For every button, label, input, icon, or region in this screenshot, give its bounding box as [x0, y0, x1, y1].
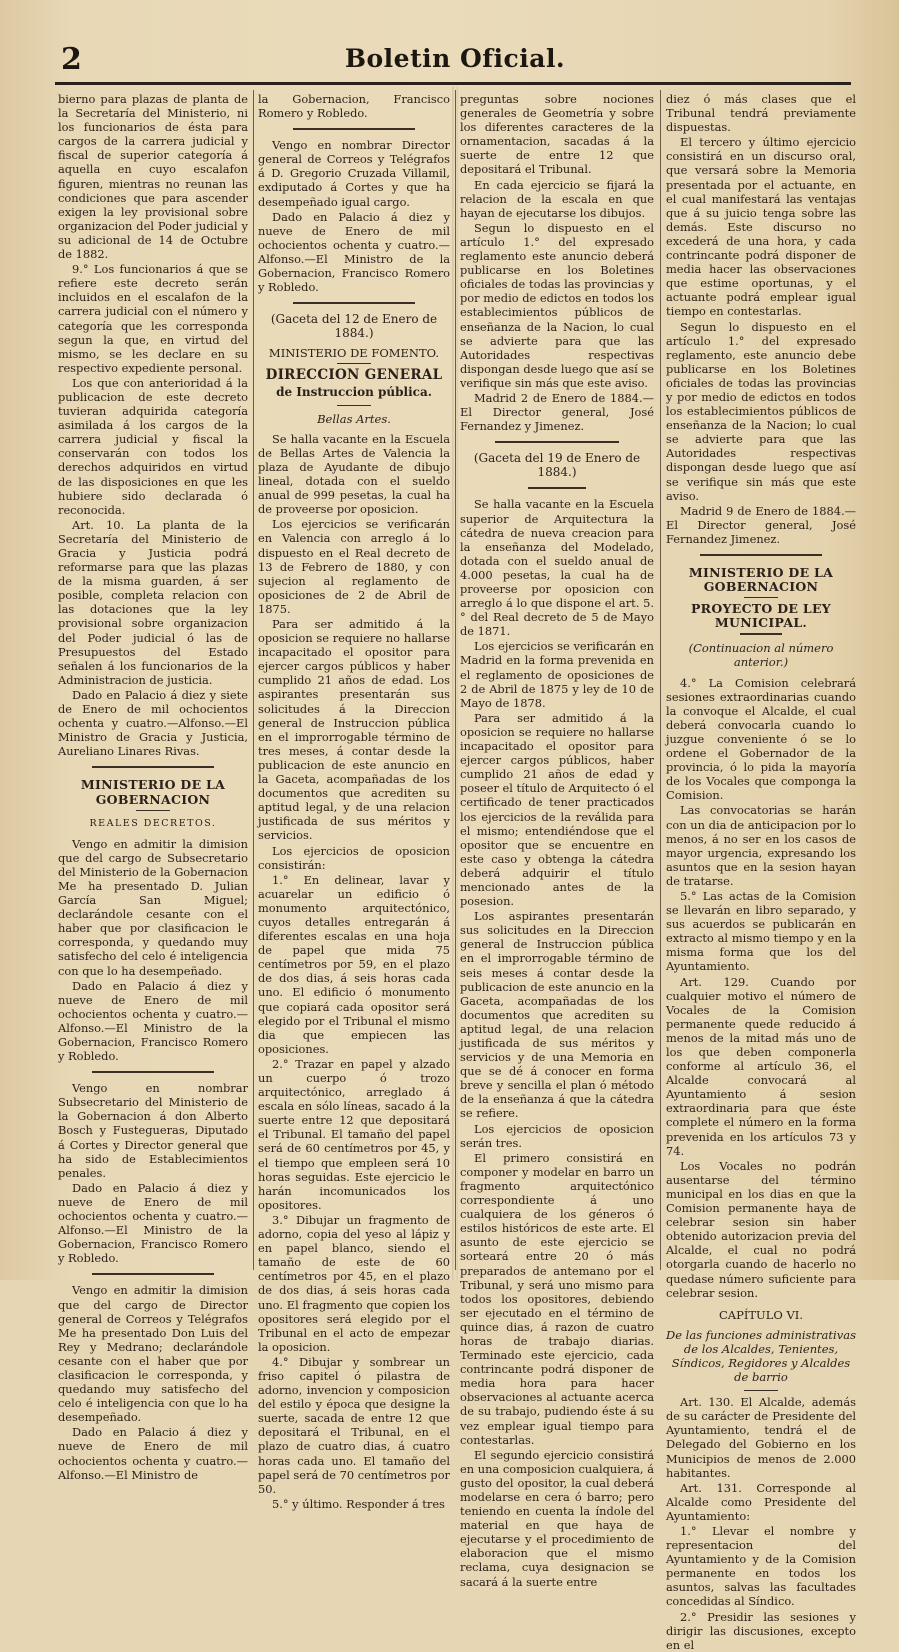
paragraph: Dado en Palacio á diez y nueve de Enero de mil ochocientos ochenta y cuatro.—Alfonso.—El Ministro de [58, 1425, 248, 1482]
subsection-heading: REALES DECRETOS. [89, 817, 217, 829]
paragraph: 3.° Dibujar un fragmento de adorno, copia del yeso al lápiz y en papel blanco, siendo el tamaño de este de 60 centímetros por 45, en el plazo de dos dias, á seis horas cada uno. El fragmento que copien los opositores será elegido por el Tribunal en el acto de empezar la oposicion. [258, 1212, 450, 1354]
separator [293, 128, 416, 130]
column-divider [253, 90, 254, 1270]
paragraph: Los ejercicios se verificarán en Madrid en la forma prevenida en el reglamento de oposiciones de 2 de Abril de 1875 y ley de 10 de Mayo de 1878. [460, 639, 654, 710]
section-heading: MINISTERIO DE LA GOBERNACION [80, 777, 226, 807]
column-1 [58, 92, 248, 1482]
page-header [55, 38, 855, 82]
paragraph: 5.° Las actas de la Comision se llevarán en libro separado, y sus acuerdos se publicarán en extracto al mismo tiempo y en la misma forma que los del Ayuntamiento. [666, 888, 856, 974]
separator [92, 1071, 214, 1073]
paragraph: 1.° Llevar el nombre y representacion del Ayuntamiento y de la Comision permanente en todos los asuntos, salvas las facultades concedidas al Síndico. [666, 1524, 856, 1609]
paragraph: Las convocatorias se harán con un dia de anticipacion por lo menos, á no ser en los casos de mayor urgencia, expresando los asuntos que en la sesion hayan de tratarse. [666, 803, 856, 888]
paragraph: 2.° Presidir las sesiones y dirigir las discusiones, excepto en el [666, 1609, 856, 1652]
paragraph: Para ser admitido á la oposicion se requiere no hallarse incapacitado el opositor para ejercer cargos públicos, haber cumplido 21 años de edad y poseer el título de Arquitecto ó el certificado de tener practicados los ejercicios de la reválida para el mismo; entendiéndose que el opositor que se encuentre en este caso y obtenga la cátedra deberá adquirir el título mencionado antes de la posesion. [460, 710, 655, 909]
paragraph: Los que con anterioridad á la publicacion de este decreto tuvieran adquirida categoría asimilada á los cargos de la carrera judicial y fiscal la conservarán con todos los derechos adquiridos en virtud de las disposiciones en que les hubiere sido declarada ó reconocida. [58, 375, 248, 517]
gaceta-citation: (Gaceta del 19 de Enero de 1884.) [473, 451, 641, 480]
paragraph: El tercero y último ejercicio consistirá en un discurso oral, que versará sobre la Memoria presentada por el actuante, en el cual manifestará las ventajas que á su juicio tenga sobre las demás. Este discurso no excederá de una hora, y cada contrincante podrá disponer de media hacer las observaciones que estime oportunas, y el actuante podrá emplear igual tiempo en contestarlas. [666, 135, 856, 319]
paragraph: 5.° y último. Responder á tres [272, 1496, 445, 1511]
paragraph: 4.° Dibujar y sombrear un friso capitel ó pilastra de adorno, invencion y composicion del estilo y época que designe la suerte, sacada de entre 12 que depositará el Tribunal, en el plazo de cuatro dias, á cuatro horas cada uno. El tamaño del papel será de 70 centímetros por 50. [258, 1354, 450, 1496]
header-rule [55, 82, 851, 85]
page-number: 2 [61, 42, 82, 77]
paragraph: Vengo en nombrar Director general de Correos y Telégrafos á D. Gregorio Cruzada Villamil, exdiputado á Cortes y que ha desempeñado igual cargo. [258, 138, 450, 209]
separator [337, 405, 372, 406]
column-2 [258, 92, 450, 1511]
subsection-heading: Bellas Artes. [317, 411, 391, 426]
paragraph: Art. 10. La planta de la Secretaría del Ministerio de Gracia y Justicia podrá reformarse para que las plazas de la misma guarden, á ser posible, completa relacion con las dotaciones que la ley provisional sobre organizacion del Poder judicial ó las de Presupuestos del Estado señalen á los funcionarios de la Administracion de justicia. [58, 517, 248, 687]
separator [92, 766, 214, 768]
paragraph: Vengo en nombrar Subsecretario del Ministerio de la Gobernacion á don Alberto Bosch y Fustegueras, Diputado á Cortes y Director general que ha sido de Establecimientos penales. [58, 1081, 248, 1180]
paragraph: Art. 130. El Alcalde, además de su carácter de Presidente del Ayuntamiento, tendrá el de Delegado del Gobierno en los Municipios de menos de 2.000 habitantes. [666, 1395, 856, 1480]
masthead-title: Boletin Oficial. [344, 44, 566, 73]
paragraph: 2.° Trazar en papel y alzado un cuerpo ó trozo arquitectónico, arreglado á escala en sólo líneas, sacado á la suerte entre 12 que depositará el Tribunal. El tamaño del papel será de 60 centímetros por 45, y el tiempo que empleen será 10 horas seguidas. Este ejercicio le harán incomunicados los opositores. [258, 1056, 450, 1212]
paragraph: Para ser admitido á la oposicion se requiere no hallarse incapacitado el opositor para ejercer cargos públicos y haber cumplido 21 años de edad. Los aspirantes presentarán sus solicitudes á la Direccion general de Instruccion pública en el improrrogable término de tres meses, á contar desde la publicacion de este anuncio en la Gaceta, acompañadas de los documentos que acrediten su aptitud legal, y de una relacion justificada de sus méritos y servicios. [258, 617, 450, 843]
paragraph: Dado en Palacio á diez y nueve de Enero de mil ochocientos ochenta y cuatro.—Alfonso.—El Ministro de la Gobernacion, Francisco Romero y Robledo. [58, 978, 248, 1064]
subsection-heading: (Continuacion al número anterior.) [688, 641, 834, 670]
paragraph: Madrid 2 de Enero de 1884.—El Director general, José Fernandez y Jimenez. [460, 390, 654, 434]
separator [700, 554, 822, 556]
paragraph: Los Vocales no podrán ausentarse del término municipal en los dias en que la Comision permanente haya de celebrar sesion sin haber obtenido autorizacion previa del Alcalde, el cual no podrá otorgarla cuando de hacerlo no quedase número suficiente para celebrar sesion. [666, 1158, 856, 1300]
paragraph: bierno para plazas de planta de la Secretaría del Ministerio, ni los funcionarios de ésta para cargos de la carrera judicial y fiscal de superior categoría á aquella en cuyo escalafon figuren, mientras no reunan las condiciones que para ascender exigen la ley provisional sobre organizacion del Poder judicial y su adicional de 14 de Octubre de 1882. [58, 92, 248, 262]
separator [92, 1273, 214, 1275]
separator [744, 597, 778, 598]
paragraph: Vengo en admitir la dimision que del cargo de Subsecretario del Ministerio de la Gobernacion Me ha presentado D. Julian García San Miguel; declarándole cesante con el haber que por clasificacion le corresponda, y quedando muy satisfecho del celo é inteligencia con que lo ha desempeñado. [58, 836, 248, 978]
paragraph: 4.° La Comision celebrará sesiones extraordinarias cuando la convoque el Alcalde, el cual deberá convocarla cuando lo juzgue conveniente ó se lo ordene el Gobernador de la provincia, ó lo pida la mayoría de los Vocales que componga la Comision. [666, 675, 856, 803]
paragraph: Se halla vacante en la Escuela de Bellas Artes de Valencia la plaza de Ayudante de dibujo lineal, dotada con el sueldo anual de 999 pesetas, la cual ha de proveerse por oposicion. [258, 431, 450, 517]
separator [744, 1390, 778, 1391]
section-heading: PROYECTO DE LEY MUNICIPAL. [690, 601, 832, 631]
column-divider [455, 90, 456, 1270]
paragraph: Art. 131. Corresponde al Alcalde como Presidente del Ayuntamiento: [666, 1480, 856, 1523]
paragraph: Los ejercicios de oposicion serán tres. [460, 1121, 654, 1150]
chapter-heading: CAPÍTULO VI. [719, 1307, 803, 1322]
paragraph: 9.° Los funcionarios á que se refiere este decreto serán incluidos en el escalafon de la carrera judicial con el número y categoría que les corresponda segun la que, en virtud del mismo, se les declare en su respectivo expediente personal. [58, 262, 248, 375]
column-3 [460, 92, 655, 1589]
paragraph: En cada ejercicio se fijará la relacion de la escala en que hayan de ejecutarse los dibujos. [460, 177, 654, 220]
paragraph: diez ó más clases que el Tribunal tendrá previamente dispuestas. [666, 92, 856, 135]
paragraph: Segun lo dispuesto en el artículo 1.° del expresado reglamento, este anuncio debe publicarse en los Boletines oficiales de todas las provincias y por medio de edictos en todos los establecimientos públicos de enseñanza de la Nacion; lo cual se advierte para que las Autoridades respectivas dispongan desde luego que así se verifique sin más que este aviso. [666, 319, 856, 503]
paragraph: preguntas sobre nociones generales de Geometría y sobre los diferentes caracteres de la ornamentacion, sacadas á la suerte de entre 12 que depositará el Tribunal. [460, 92, 654, 177]
gaceta-citation: (Gaceta del 12 de Enero de 1884.) [270, 312, 438, 341]
paragraph: Dado en Palacio á diez y siete de Enero de mil ochocientos ochenta y cuatro.—Alfonso.—El Ministro de Gracia y Justicia, Aureliano Linares Rivas. [58, 687, 248, 759]
paragraph: Segun lo dispuesto en el artículo 1.° del expresado reglamento este anuncio deberá publicarse en los Boletines oficiales de todas las provincias y por medio de edictos en todos los establecimientos públicos de enseñanza de la Nacion, lo cual se advierte para que las Autoridades respectivas dispongan desde luego que así se verifique sin más que este aviso. [460, 220, 654, 390]
paragraph: Dado en Palacio á diez y nueve de Enero de mil ochocientos ochenta y cuatro.—Alfonso.—El Ministro de la Gobernacion, Francisco Romero y Robledo. [258, 209, 450, 295]
paragraph: Dado en Palacio á diez y nueve de Enero de mil ochocientos ochenta y cuatro.—Alfonso.—El Ministro de la Gobernacion, Francisco Romero y Robledo. [58, 1180, 248, 1266]
column-divider [660, 90, 661, 1270]
section-heading: MINISTERIO DE FOMENTO. [268, 346, 440, 361]
paragraph: Se halla vacante en la Escuela superior de Arquitectura la cátedra de nueva creacion para la enseñanza del Modelado, dotada con el sueldo anual de 4.000 pesetas, la cual ha de proveerse por oposicion con arreglo á lo que dispone el art. 5.° del Real decreto de 5 de Mayo de 1871. [460, 497, 654, 639]
paragraph: Los aspirantes presentarán sus solicitudes en la Direccion general de Instruccion pública en el improrrogable término de seis meses á contar desde la publicacion de este anuncio en la Gaceta, acompañadas de los documentos que acrediten su aptitud legal, de una relacion justificada de sus méritos y servicios y de una Memoria en que se dé á conocer en forma breve y sencilla el plan ó método de la enseñanza á que la cátedra se refiere. [460, 909, 654, 1121]
paragraph: Los ejercicios de oposicion consistirán: [258, 843, 450, 872]
paragraph: Los ejercicios se verificarán en Valencia con arreglo á lo dispuesto en el Real decreto de 13 de Febrero de 1880, y con sujecion al reglamento de oposiciones de 2 de Abril de 1875. [258, 517, 450, 616]
paragraph: 1.° En delinear, lavar y acuarelar un edificio ó monumento arquitectónico, cuyos detalles entregarán á diferentes escalas en una hoja de papel que mida 75 centímetros por 59, en el plazo de dos dias, á seis horas cada uno. El edificio ó monumento que copiará cada opositor será elegido por el Tribunal el mismo dia que empiecen las oposiciones. [258, 872, 450, 1056]
chapter-subtitle: De las funciones administrativas de los Alcaldes, Tenientes, Síndicos, Regidores y Alcaldes de barrio [666, 1327, 856, 1385]
paragraph: la Gobernacion, Francisco Romero y Robledo. [258, 92, 450, 121]
paragraph: Madrid 9 de Enero de 1884.—El Director general, José Fernandez Jimenez. [666, 503, 856, 546]
separator [136, 810, 170, 811]
column-4 [666, 92, 856, 1652]
section-heading: MINISTERIO DE LA GOBERNACION [688, 565, 834, 595]
section-heading: DIRECCION GENERAL [265, 366, 443, 383]
paragraph: El segundo ejercicio consistirá en una composicion cualquiera, á gusto del opositor, la cual deberá modelarse en cera ó barro; pero teniendo en cuenta la índole del material en que haya de ejecutarse y el procedimiento de elaboracion que el mismo reclama, cuya designacion se sacará á la suerte entre [460, 1447, 654, 1589]
separator [740, 633, 782, 635]
separator [337, 363, 372, 364]
section-heading: de Instruccion pública. [276, 384, 432, 399]
separator [495, 441, 619, 443]
paragraph: El primero consistirá en componer y modelar en barro un fragmento arquitectónico correspondiente á uno cualquiera de los géneros ó estilos históricos de este arte. El asunto de este ejercicio se sorteará entre 20 ó más preparados de antemano por el Tribunal, y será uno mismo para todos los opositores, debiendo ser ejecutado en el término de quince dias, á razon de cuatro horas de trabajo diarias. Terminado este ejercicio, cada contrincante podrá disponer de media hora para hacer observaciones al actuante acerca de su trabajo, pudiendo éste á su vez emplear igual tiempo para contestarlas. [460, 1150, 654, 1447]
separator [293, 302, 416, 304]
paragraph: Art. 129. Cuando por cualquier motivo el número de Vocales de la Comision permanente quede reducido á menos de la mitad más uno de los que deben componerla conforme al artículo 36, el Alcalde convocará al Ayuntamiento á sesion extraordinaria para que éste complete el número en la forma prevenida en los artículos 73 y 74. [666, 974, 856, 1158]
separator [528, 487, 586, 489]
paragraph: Vengo en admitir la dimision que del cargo de Director general de Correos y Telégrafos Me ha presentado Don Luis del Rey y Medrano; declarándole cesante con el haber que por clasificacion le corresponda, y quedando muy satisfecho del celo é inteligencia con que lo ha desempeñado. [58, 1283, 248, 1425]
